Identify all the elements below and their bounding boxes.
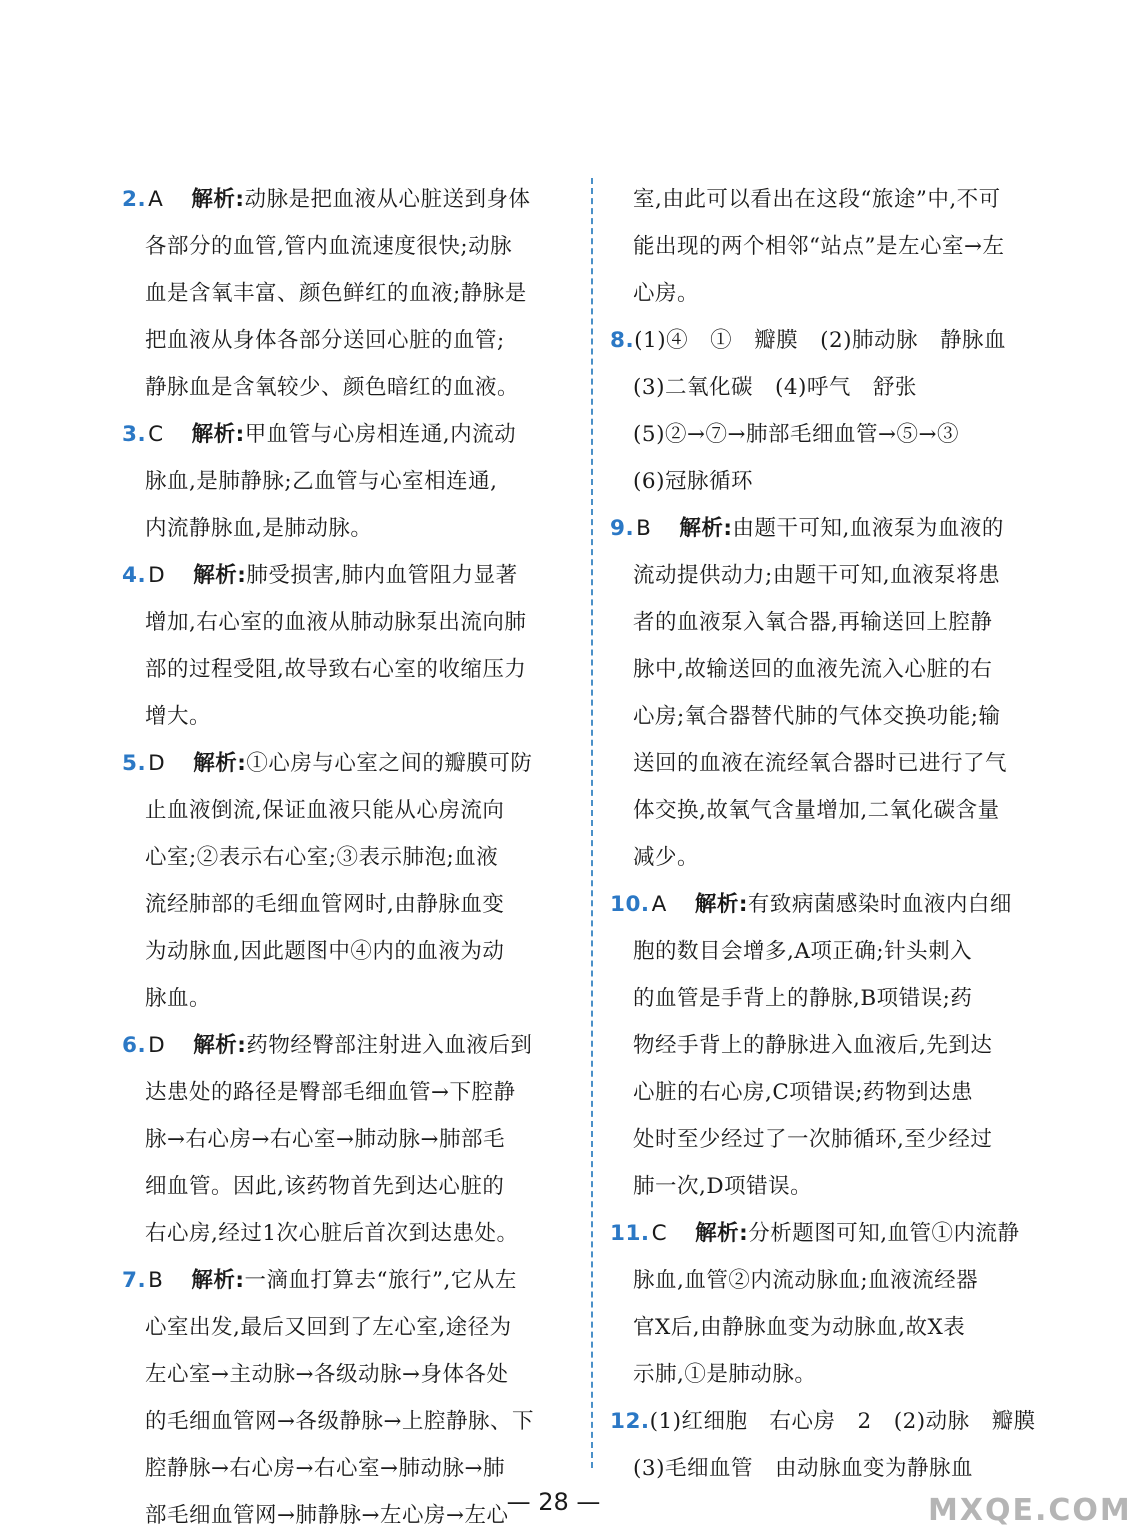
- answer-text-line: 脉血,是肺静脉;乙血管与心室相连通,: [145, 469, 498, 494]
- answer-text-line: 部的过程受阻,故导致右心室的收缩压力: [145, 657, 527, 682]
- answer-text-line: 增加,右心室的血液从肺动脉泵出流向肺: [145, 610, 527, 635]
- question-number: 5.: [122, 751, 147, 776]
- question-number: 3.: [122, 422, 147, 447]
- answer-text-line: (5)②→⑦→肺部毛细血管→⑤→③: [633, 422, 960, 447]
- answer-text-line: 物经手背上的静脉进入血液后,先到达: [633, 1033, 993, 1058]
- answer-text-line: 为动脉血,因此题图中④内的血液为动: [145, 939, 505, 964]
- answer-item: [610, 881, 1060, 1210]
- answer-text-line: 心房;氧合器替代肺的气体交换功能;输: [633, 704, 1001, 729]
- question-number: 9.: [610, 516, 635, 541]
- answer-item: [610, 1398, 1060, 1492]
- analysis-label: 解析:: [191, 187, 245, 212]
- answer-text-line: 心脏的右心房,C项错误;药物到达患: [633, 1080, 974, 1105]
- answer-text-line: 肺一次,D项错误。: [633, 1174, 813, 1199]
- right-column: [610, 176, 1060, 1492]
- analysis-label: 解析:: [193, 1033, 247, 1058]
- answer-text-line: (1)④ ① 瓣膜 (2)肺动脉 静脉血: [634, 328, 1007, 353]
- question-number: 4.: [122, 563, 147, 588]
- answer-text-line: 处时至少经过了一次肺循环,至少经过: [633, 1127, 993, 1152]
- page-number: — 28 —: [506, 1488, 601, 1516]
- answer-item: [610, 317, 1060, 505]
- answer-text-line: 示肺,①是肺动脉。: [633, 1362, 817, 1387]
- answer-text-line: 腔静脉→右心房→右心室→肺动脉→肺: [145, 1456, 506, 1481]
- answer-text-line: 心房。: [633, 281, 700, 306]
- question-number: 8.: [610, 328, 635, 353]
- answer-letter: D: [148, 751, 166, 776]
- answer-letter: B: [636, 516, 652, 541]
- column-divider: [591, 178, 593, 1468]
- answer-text-line: 部毛细血管网→肺静脉→左心房→左心: [145, 1503, 509, 1528]
- answer-letter: C: [651, 1221, 668, 1246]
- answer-text-line: 流动提供动力;由题干可知,血液泵将患: [633, 563, 1001, 588]
- answer-text-line: 肺受损害,肺内血管阻力显著: [246, 563, 518, 588]
- answer-letter: C: [148, 422, 164, 447]
- answer-text-line: 细血管。因此,该药物首先到达心脏的: [145, 1174, 505, 1199]
- analysis-label: 解析:: [695, 1221, 749, 1246]
- answer-text-line: 血是含氧丰富、颜色鲜红的血液;静脉是: [145, 281, 527, 306]
- answer-text-line: 胞的数目会增多,A项正确;针头刺入: [633, 939, 973, 964]
- question-number: 10.: [610, 892, 650, 917]
- answer-text-line: 动脉是把血液从心脏送到身体: [244, 187, 531, 212]
- answer-text-line: 分析题图可知,血管①内流静: [748, 1221, 1020, 1246]
- answer-text-line: 把血液从身体各部分送回心脏的血管;: [145, 328, 505, 353]
- answer-item-continuation: [610, 176, 1060, 317]
- answer-text-line: 静脉血是含氧较少、颜色暗红的血液。: [145, 375, 520, 400]
- analysis-label: 解析:: [694, 892, 748, 917]
- analysis-label: 解析:: [193, 751, 247, 776]
- answer-text-line: 官X后,由静脉血变为动脉血,故X表: [633, 1315, 966, 1340]
- answer-letter: D: [148, 563, 166, 588]
- answer-text-line: (1)红细胞 右心房 2 (2)动脉 瓣膜: [649, 1409, 1036, 1434]
- answer-letter: D: [148, 1033, 166, 1058]
- answer-text-line: 有致病菌感染时血液内白细: [747, 892, 1012, 917]
- answer-text-line: 体交换,故氧气含量增加,二氧化碳含量: [633, 798, 1000, 823]
- answer-text-line: (6)冠脉循环: [633, 469, 753, 494]
- answer-text-line: 增大。: [145, 704, 212, 729]
- answer-text-line: 流经肺部的毛细血管网时,由静脉血变: [145, 892, 505, 917]
- question-number: 11.: [610, 1221, 650, 1246]
- answer-text-line: 心室出发,最后又回到了左心室,途径为: [145, 1315, 512, 1340]
- answer-text-line: 右心房,经过1次心脏后首次到达患处。: [145, 1221, 519, 1246]
- answer-text-line: 室,由此可以看出在这段“旅途”中,不可: [633, 187, 1001, 212]
- answer-text-line: 心室;②表示右心室;③表示肺泡;血液: [145, 845, 499, 870]
- answer-text-line: ①心房与心室之间的瓣膜可防: [246, 751, 533, 776]
- answer-text-line: (3)二氧化碳 (4)呼气 舒张: [633, 375, 917, 400]
- answer-text-line: 各部分的血管,管内血流速度很快;动脉: [145, 234, 513, 259]
- answer-text-line: 减少。: [633, 845, 700, 870]
- answer-item: [610, 1210, 1060, 1398]
- left-column: [122, 176, 572, 1539]
- answer-text-line: 甲血管与心房相连通,内流动: [244, 422, 517, 447]
- answer-text-line: 止血液倒流,保证血液只能从心房流向: [145, 798, 505, 823]
- question-number: 6.: [122, 1033, 147, 1058]
- answer-letter: A: [651, 892, 667, 917]
- answer-item: [122, 1022, 572, 1257]
- answer-text-line: 一滴血打算去“旅行”,它从左: [244, 1268, 517, 1293]
- answer-item: [122, 411, 572, 552]
- answer-item: [122, 740, 572, 1022]
- answer-item: [610, 505, 1060, 881]
- answer-text-line: 能出现的两个相邻“站点”是左心室→左: [633, 234, 1005, 259]
- answer-text-line: 脉血。: [145, 986, 212, 1011]
- question-number: 12.: [610, 1409, 650, 1434]
- analysis-label: 解析:: [193, 563, 247, 588]
- answer-item: [122, 176, 572, 411]
- answer-item: [122, 552, 572, 740]
- answer-letter: B: [148, 1268, 164, 1293]
- answer-text-line: 脉中,故输送回的血液先流入心脏的右: [633, 657, 993, 682]
- answer-text-line: 左心室→主动脉→各级动脉→身体各处: [145, 1362, 509, 1387]
- watermark: MXQE.COM: [928, 1493, 1132, 1528]
- answer-text-line: 的血管是手背上的静脉,B项错误;药: [633, 986, 973, 1011]
- answer-text-line: 内流静脉血,是肺动脉。: [145, 516, 373, 541]
- question-number: 7.: [122, 1268, 147, 1293]
- answer-text-line: 脉血,血管②内流动脉血;血液流经器: [633, 1268, 979, 1293]
- answer-letter: A: [148, 187, 164, 212]
- answer-text-line: 者的血液泵入氧合器,再输送回上腔静: [633, 610, 993, 635]
- analysis-label: 解析:: [679, 516, 733, 541]
- answer-text-line: (3)毛细血管 由动脉血变为静脉血: [633, 1456, 973, 1481]
- analysis-label: 解析:: [191, 1268, 245, 1293]
- answer-text-line: 脉→右心房→右心室→肺动脉→肺部毛: [145, 1127, 506, 1152]
- question-number: 2.: [122, 187, 147, 212]
- analysis-label: 解析:: [191, 422, 245, 447]
- answer-text-line: 药物经臀部注射进入血液后到: [246, 1033, 533, 1058]
- answer-text-line: 的毛细血管网→各级静脉→上腔静脉、下: [145, 1409, 535, 1434]
- answer-text-line: 达患处的路径是臀部毛细血管→下腔静: [145, 1080, 516, 1105]
- answer-text-line: 送回的血液在流经氧合器时已进行了气: [633, 751, 1008, 776]
- answer-text-line: 由题干可知,血液泵为血液的: [732, 516, 1004, 541]
